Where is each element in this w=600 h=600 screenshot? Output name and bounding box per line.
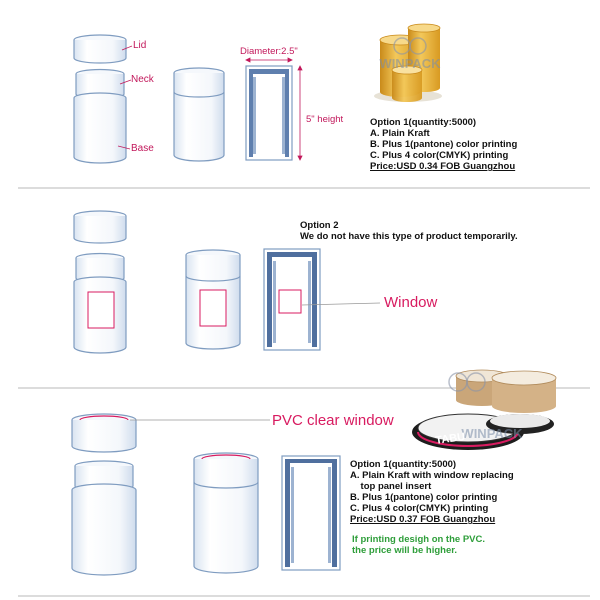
section3-photo-watermark: WINPACK xyxy=(461,426,523,441)
section1-price: Price:USD 0.34 FOB Guangzhou xyxy=(370,161,516,172)
section3-price: Price:USD 0.37 FOB Guangzhou xyxy=(350,514,496,525)
section1-product-photo xyxy=(374,24,442,102)
section1-option-block xyxy=(370,117,517,172)
pvc-window-label: PVC clear window xyxy=(272,412,394,429)
section3-assembled-tube xyxy=(194,453,258,573)
section2-assembled-tube xyxy=(186,250,240,349)
section1-option-title: Option 1(quantity:5000) xyxy=(370,117,477,128)
section2-exploded-tube xyxy=(74,211,126,353)
section3-cross-section xyxy=(282,456,340,570)
neck-label: Neck xyxy=(131,74,154,85)
section1-photo-watermark: WINPACK xyxy=(379,56,441,71)
section1-option-line: B. Plus 1(pantone) color printing xyxy=(370,139,518,150)
section3-option-line: C. Plus 4 color(CMYK) printing xyxy=(350,503,489,514)
section3-option-line: top panel insert xyxy=(350,481,432,492)
base-label: Base xyxy=(131,143,154,154)
section3-exploded-tube xyxy=(72,414,136,575)
section2-option-title: Option 2 xyxy=(300,220,339,231)
section2-option-block xyxy=(300,220,518,242)
lid-label: Lid xyxy=(133,40,147,51)
section1-assembled-tube xyxy=(174,68,224,161)
section1-cross-section xyxy=(246,66,292,160)
section1-option-line: A. Plain Kraft xyxy=(370,128,430,139)
section3-option-title: Option 1(quantity:5000) xyxy=(350,459,457,470)
section3-product-photo xyxy=(412,370,556,450)
section3-note-line: the price will be higher. xyxy=(352,545,458,556)
section3-option-line: A. Plain Kraft with window replacing xyxy=(350,470,514,481)
section2-cross-section xyxy=(264,249,320,350)
section1-option-line: C. Plus 4 color(CMYK) printing xyxy=(370,150,509,161)
section3-note-line: If printing desigh on the PVC. xyxy=(352,534,485,545)
section3-note-block xyxy=(352,534,485,556)
diameter-label: Diameter:2.5" xyxy=(240,46,298,57)
section3-option-block xyxy=(350,459,514,525)
window-label: Window xyxy=(384,294,438,311)
height-label: 5" height xyxy=(306,114,344,125)
section2-option-line: We do not have this type of product temporarily. xyxy=(300,231,518,242)
section1-exploded-tube xyxy=(74,35,126,163)
section3-option-line: B. Plus 1(pantone) color printing xyxy=(350,492,498,503)
section3-photo-brand: TABU xyxy=(434,430,466,447)
